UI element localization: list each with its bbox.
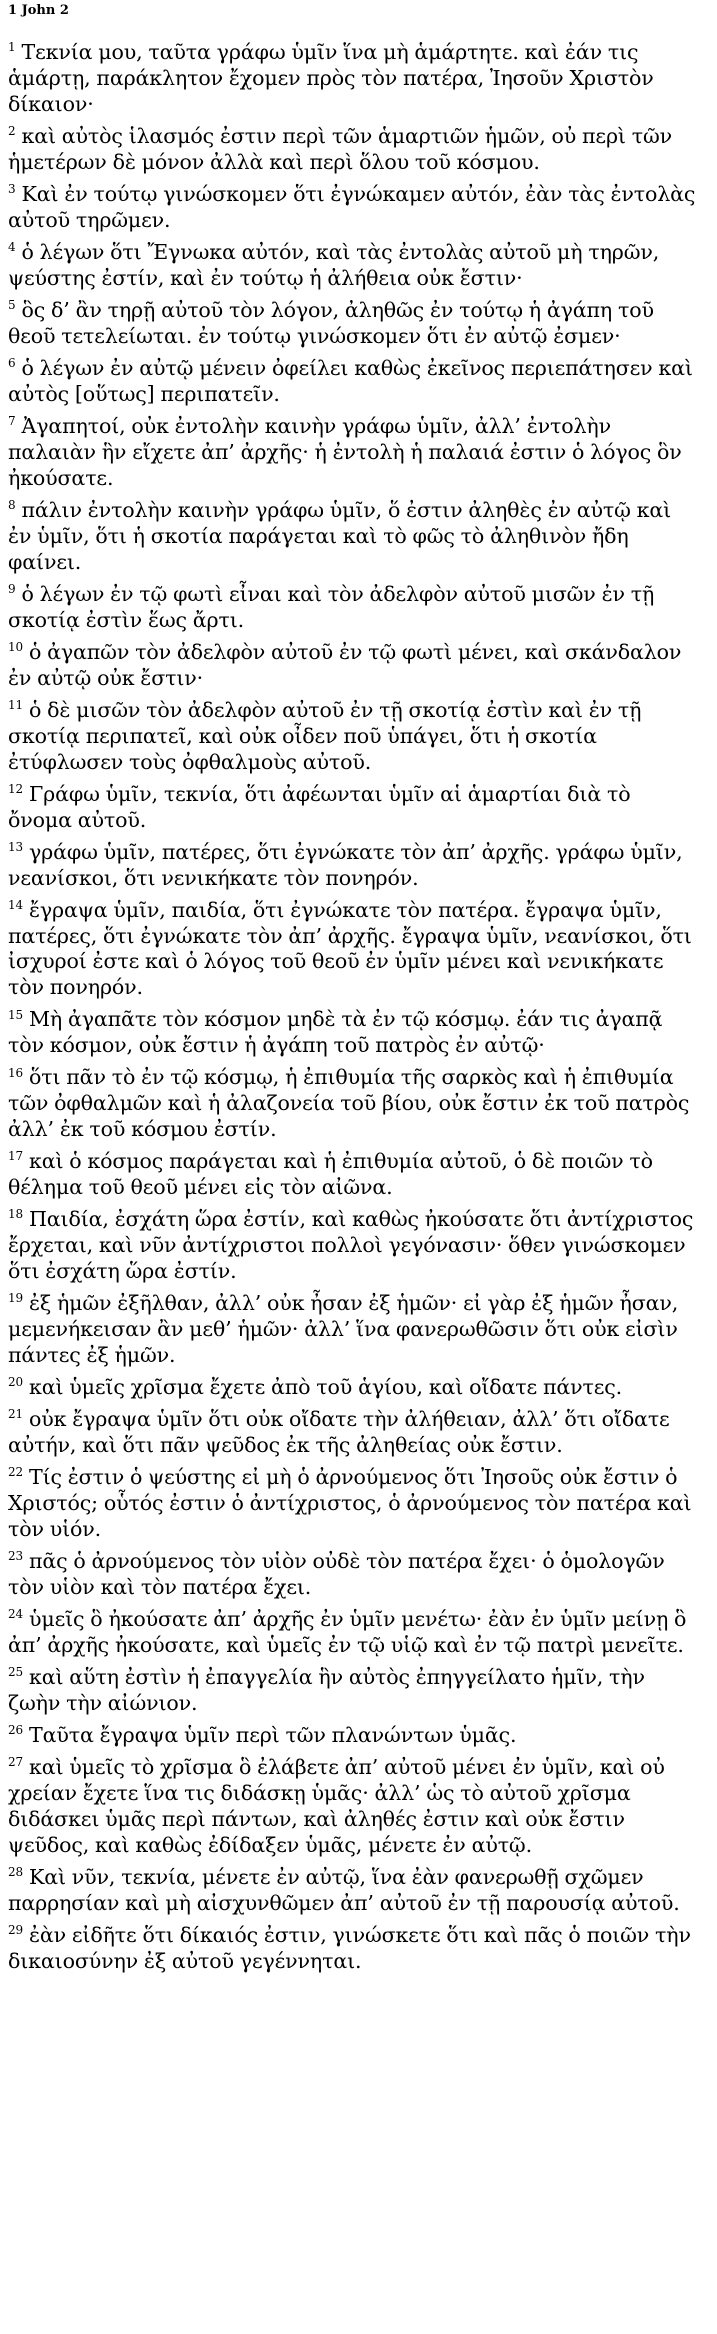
verse-text: ὁ λέγων ἐν τῷ φωτὶ εἶναι καὶ τὸν ἀδελφὸν αὐτοῦ μισῶν ἐν τῇ σκοτίᾳ ἐστὶν ἕως ἄρτι. xyxy=(8,581,655,632)
verse-number: 1 xyxy=(8,40,16,55)
verse-text: Τεκνία μου, ταῦτα γράφω ὑμῖν ἵνα μὴ ἁμάρτητε. καὶ ἐάν τις ἁμάρτῃ, παράκλητον ἔχομεν πρὸς τὸν πατέρα, Ἰησοῦν Χριστὸν δίκαιον· xyxy=(8,40,654,116)
verse-number: 29 xyxy=(8,1923,23,1938)
verse-text: ἐὰν εἰδῆτε ὅτι δίκαιός ἐστιν, γινώσκετε ὅτι καὶ πᾶς ὁ ποιῶν τὴν δικαιοσύνην ἐξ αὐτοῦ γεγέννηται. xyxy=(8,1923,691,1973)
verse xyxy=(8,240,698,292)
verse-text: καὶ αὐτὸς ἱλασμός ἐστιν περὶ τῶν ἁμαρτιῶν ἡμῶν, οὐ περὶ τῶν ἡμετέρων δὲ μόνον ἀλλὰ καὶ περὶ ὅλου τοῦ κόσμου. xyxy=(8,123,672,174)
verse xyxy=(8,1207,698,1285)
verse-text: ὅτι πᾶν τὸ ἐν τῷ κόσμῳ, ἡ ἐπιθυμία τῆς σαρκὸς καὶ ἡ ἐπιθυμία τῶν ὀφθαλμῶν καὶ ἡ ἀλαζονεία τοῦ βίου, οὐκ ἔστιν ἐκ τοῦ πατρὸς ἀλλ’ ἐκ τοῦ κόσμου ἐστίν. xyxy=(8,1065,690,1142)
verse-text: ὃς δ’ ἂν τηρῇ αὐτοῦ τὸν λόγον, ἀληθῶς ἐν τούτῳ ἡ ἀγάπη τοῦ θεοῦ τετελείωται. ἐν τούτῳ γινώσκομεν ὅτι ἐν αὐτῷ ἐσμεν· xyxy=(8,297,654,348)
verse-text: Ταῦτα ἔγραψα ὑμῖν περὶ τῶν πλανώντων ὑμᾶς. xyxy=(28,1723,517,1748)
verse xyxy=(8,356,698,408)
verse xyxy=(8,640,698,692)
verse xyxy=(8,1923,698,1975)
verse xyxy=(8,840,698,892)
verse-number: 7 xyxy=(8,414,16,429)
verse-number: 27 xyxy=(8,1755,23,1770)
verse-number: 18 xyxy=(8,1207,23,1222)
verse xyxy=(8,1865,698,1917)
verse-text: καὶ ὑμεῖς τὸ χρῖσμα ὃ ἐλάβετε ἀπ’ αὐτοῦ μένει ἐν ὑμῖν, καὶ οὐ χρείαν ἔχετε ἵνα τις διδάσκῃ ὑμᾶς· ἀλλ’ ὡς τὸ αὐτοῦ χρῖσμα διδάσκει ὑμᾶς περὶ πάντων, καὶ ἀληθές ἐστιν καὶ οὐκ ἔστιν ψεῦδος, καὶ καθὼς ἐδίδαξεν ὑμᾶς, μένετε ἐν αὐτῷ. xyxy=(8,1755,665,1857)
verse-text: πάλιν ἐντολὴν καινὴν γράφω ὑμῖν, ὅ ἐστιν ἀληθὲς ἐν αὐτῷ καὶ ἐν ὑμῖν, ὅτι ἡ σκοτία παράγεται καὶ τὸ φῶς τὸ ἀληθινὸν ἤδη φαίνει. xyxy=(8,497,672,574)
verse-text: πᾶς ὁ ἀρνούμενος τὸν υἱὸν οὐδὲ τὸν πατέρα ἔχει· ὁ ὁμολογῶν τὸν υἱὸν καὶ τὸν πατέρα ἔχει. xyxy=(8,1549,665,1600)
verse-text: Καὶ νῦν, τεκνία, μένετε ἐν αὐτῷ, ἵνα ἐὰν φανερωθῇ σχῶμεν παρρησίαν καὶ μὴ αἰσχυνθῶμεν ἀπ’ αὐτοῦ ἐν τῇ παρουσίᾳ αὐτοῦ. xyxy=(8,1865,680,1915)
verse-number: 24 xyxy=(8,1607,23,1622)
verse-number: 26 xyxy=(8,1723,23,1738)
verse-number: 20 xyxy=(8,1375,23,1390)
verse xyxy=(8,1291,698,1369)
verse-number: 8 xyxy=(8,497,16,512)
verse-number: 15 xyxy=(8,1007,23,1022)
verse xyxy=(8,1407,698,1459)
verse xyxy=(8,1755,698,1859)
verse xyxy=(8,40,698,118)
verse-text: καὶ αὕτη ἐστὶν ἡ ἐπαγγελία ἣν αὐτὸς ἐπηγγείλατο ἡμῖν, τὴν ζωὴν τὴν αἰώνιον. xyxy=(8,1665,645,1716)
verse xyxy=(8,698,698,776)
verse-number: 9 xyxy=(8,581,16,596)
verse-text: γράφω ὑμῖν, πατέρες, ὅτι ἐγνώκατε τὸν ἀπ’ ἀρχῆς. γράφω ὑμῖν, νεανίσκοι, ὅτι νενικήκατε τὸν πονηρόν. xyxy=(8,839,683,890)
verse-text: Τίς ἐστιν ὁ ψεύστης εἰ μὴ ὁ ἀρνούμενος ὅτι Ἰησοῦς οὐκ ἔστιν ὁ Χριστός; οὗτός ἐστιν ὁ ἀντίχριστος, ὁ ἀρνούμενος τὸν πατέρα καὶ τὸν υἱόν. xyxy=(8,1465,692,1542)
verse-text: οὐκ ἔγραψα ὑμῖν ὅτι οὐκ οἴδατε τὴν ἀλήθειαν, ἀλλ’ ὅτι οἴδατε αὐτήν, καὶ ὅτι πᾶν ψεῦδος ἐκ τῆς ἀληθείας οὐκ ἔστιν. xyxy=(8,1407,670,1458)
verse-number: 25 xyxy=(8,1665,23,1680)
verse xyxy=(8,898,698,1002)
verse-text: Παιδία, ἐσχάτη ὥρα ἐστίν, καὶ καθὼς ἠκούσατε ὅτι ἀντίχριστος ἔρχεται, καὶ νῦν ἀντίχριστοι πολλοὶ γεγόνασιν· ὅθεν γινώσκομεν ὅτι ἐσχάτη ὥρα ἐστίν. xyxy=(8,1207,694,1284)
verse-text: ὁ λέγων ὅτι Ἔγνωκα αὐτόν, καὶ τὰς ἐντολὰς αὐτοῦ μὴ τηρῶν, ψεύστης ἐστίν, καὶ ἐν τούτῳ ἡ ἀλήθεια οὐκ ἔστιν· xyxy=(8,239,660,290)
verse xyxy=(8,124,698,176)
verse-number: 6 xyxy=(8,356,16,371)
verse xyxy=(8,1723,698,1749)
verse xyxy=(8,298,698,350)
verse xyxy=(8,1465,698,1543)
verse-list xyxy=(8,40,698,1975)
verse-number: 10 xyxy=(8,639,23,654)
verse xyxy=(8,1149,698,1201)
verse-text: Καὶ ἐν τούτῳ γινώσκομεν ὅτι ἐγνώκαμεν αὐτόν, ἐὰν τὰς ἐντολὰς αὐτοῦ τηρῶμεν. xyxy=(8,181,696,232)
verse-number: 2 xyxy=(8,124,16,139)
verse-number: 28 xyxy=(8,1865,23,1880)
verse-number: 13 xyxy=(8,839,23,854)
chapter-title: 1 John 2 xyxy=(8,3,69,18)
verse xyxy=(8,498,698,576)
verse xyxy=(8,1607,698,1659)
verse-number: 4 xyxy=(8,240,16,255)
verse-number: 16 xyxy=(8,1065,23,1080)
verse xyxy=(8,1665,698,1717)
verse-number: 17 xyxy=(8,1149,23,1164)
verse-text: ὁ δὲ μισῶν τὸν ἀδελφὸν αὐτοῦ ἐν τῇ σκοτίᾳ ἐστὶν καὶ ἐν τῇ σκοτίᾳ περιπατεῖ, καὶ οὐκ οἶδεν ποῦ ὑπάγει, ὅτι ἡ σκοτία ἐτύφλωσεν τοὺς ὀφθαλμοὺς αὐτοῦ. xyxy=(8,697,642,774)
verse xyxy=(8,1065,698,1143)
verse-number: 21 xyxy=(8,1407,23,1422)
verse xyxy=(8,182,698,234)
verse xyxy=(8,782,698,834)
verse xyxy=(8,414,698,492)
verse-text: Ἀγαπητοί, οὐκ ἐντολὴν καινὴν γράφω ὑμῖν, ἀλλ’ ἐντολὴν παλαιὰν ἣν εἴχετε ἀπ’ ἀρχῆς· ἡ ἐντολὴ ἡ παλαιά ἐστιν ὁ λόγος ὃν ἠκούσατε. xyxy=(8,413,682,490)
verse-number: 22 xyxy=(8,1465,23,1480)
verse-text: Μὴ ἀγαπᾶτε τὸν κόσμον μηδὲ τὰ ἐν τῷ κόσμῳ. ἐάν τις ἀγαπᾷ τὸν κόσμον, οὐκ ἔστιν ἡ ἀγάπη τοῦ πατρὸς ἐν αὐτῷ· xyxy=(8,1007,663,1058)
verse-text: ἐξ ἡμῶν ἐξῆλθαν, ἀλλ’ οὐκ ἦσαν ἐξ ἡμῶν· εἰ γὰρ ἐξ ἡμῶν ἦσαν, μεμενήκεισαν ἂν μεθ’ ἡμῶν· ἀλλ’ ἵνα φανερωθῶσιν ὅτι οὐκ εἰσὶν πάντες ἐξ ἡμῶν. xyxy=(8,1291,679,1368)
verse-text: καὶ ὑμεῖς χρῖσμα ἔχετε ἀπὸ τοῦ ἁγίου, καὶ οἴδατε πάντες. xyxy=(28,1375,623,1400)
verse-text: Γράφω ὑμῖν, τεκνία, ὅτι ἀφέωνται ὑμῖν αἱ ἁμαρτίαι διὰ τὸ ὄνομα αὐτοῦ. xyxy=(8,781,631,832)
verse-number: 11 xyxy=(8,697,23,712)
verse-number: 14 xyxy=(8,897,23,912)
verse xyxy=(8,1549,698,1601)
verse-text: ὁ λέγων ἐν αὐτῷ μένειν ὀφείλει καθὼς ἐκεῖνος περιεπάτησεν καὶ αὐτὸς [οὕτως] περιπατεῖν. xyxy=(8,355,693,406)
verse-text: καὶ ὁ κόσμος παράγεται καὶ ἡ ἐπιθυμία αὐτοῦ, ὁ δὲ ποιῶν τὸ θέλημα τοῦ θεοῦ μένει εἰς τὸν αἰῶνα. xyxy=(8,1149,653,1200)
verse-number: 5 xyxy=(8,298,16,313)
verse-text: ἔγραψα ὑμῖν, παιδία, ὅτι ἐγνώκατε τὸν πατέρα. ἔγραψα ὑμῖν, πατέρες, ὅτι ἐγνώκατε τὸν ἀπ’ ἀρχῆς. ἔγραψα ὑμῖν, νεανίσκοι, ὅτι ἰσχυροί ἐστε καὶ ὁ λόγος τοῦ θεοῦ ἐν ὑμῖν μένει καὶ νενικήκατε τὸν πονηρόν. xyxy=(8,897,692,1000)
verse xyxy=(8,1375,698,1401)
verse-number: 23 xyxy=(8,1549,23,1564)
verse-number: 3 xyxy=(8,182,16,197)
verse-number: 19 xyxy=(8,1291,23,1306)
verse xyxy=(8,1007,698,1059)
verse-text: ὑμεῖς ὃ ἠκούσατε ἀπ’ ἀρχῆς ἐν ὑμῖν μενέτω· ἐὰν ἐν ὑμῖν μείνῃ ὃ ἀπ’ ἀρχῆς ἠκούσατε, καὶ ὑμεῖς ἐν τῷ υἱῷ καὶ ἐν τῷ πατρὶ μενεῖτε. xyxy=(8,1607,687,1658)
verse-text: ὁ ἀγαπῶν τὸν ἀδελφὸν αὐτοῦ ἐν τῷ φωτὶ μένει, καὶ σκάνδαλον ἐν αὐτῷ οὐκ ἔστιν· xyxy=(8,639,682,690)
verse xyxy=(8,582,698,634)
verse-number: 12 xyxy=(8,781,23,796)
